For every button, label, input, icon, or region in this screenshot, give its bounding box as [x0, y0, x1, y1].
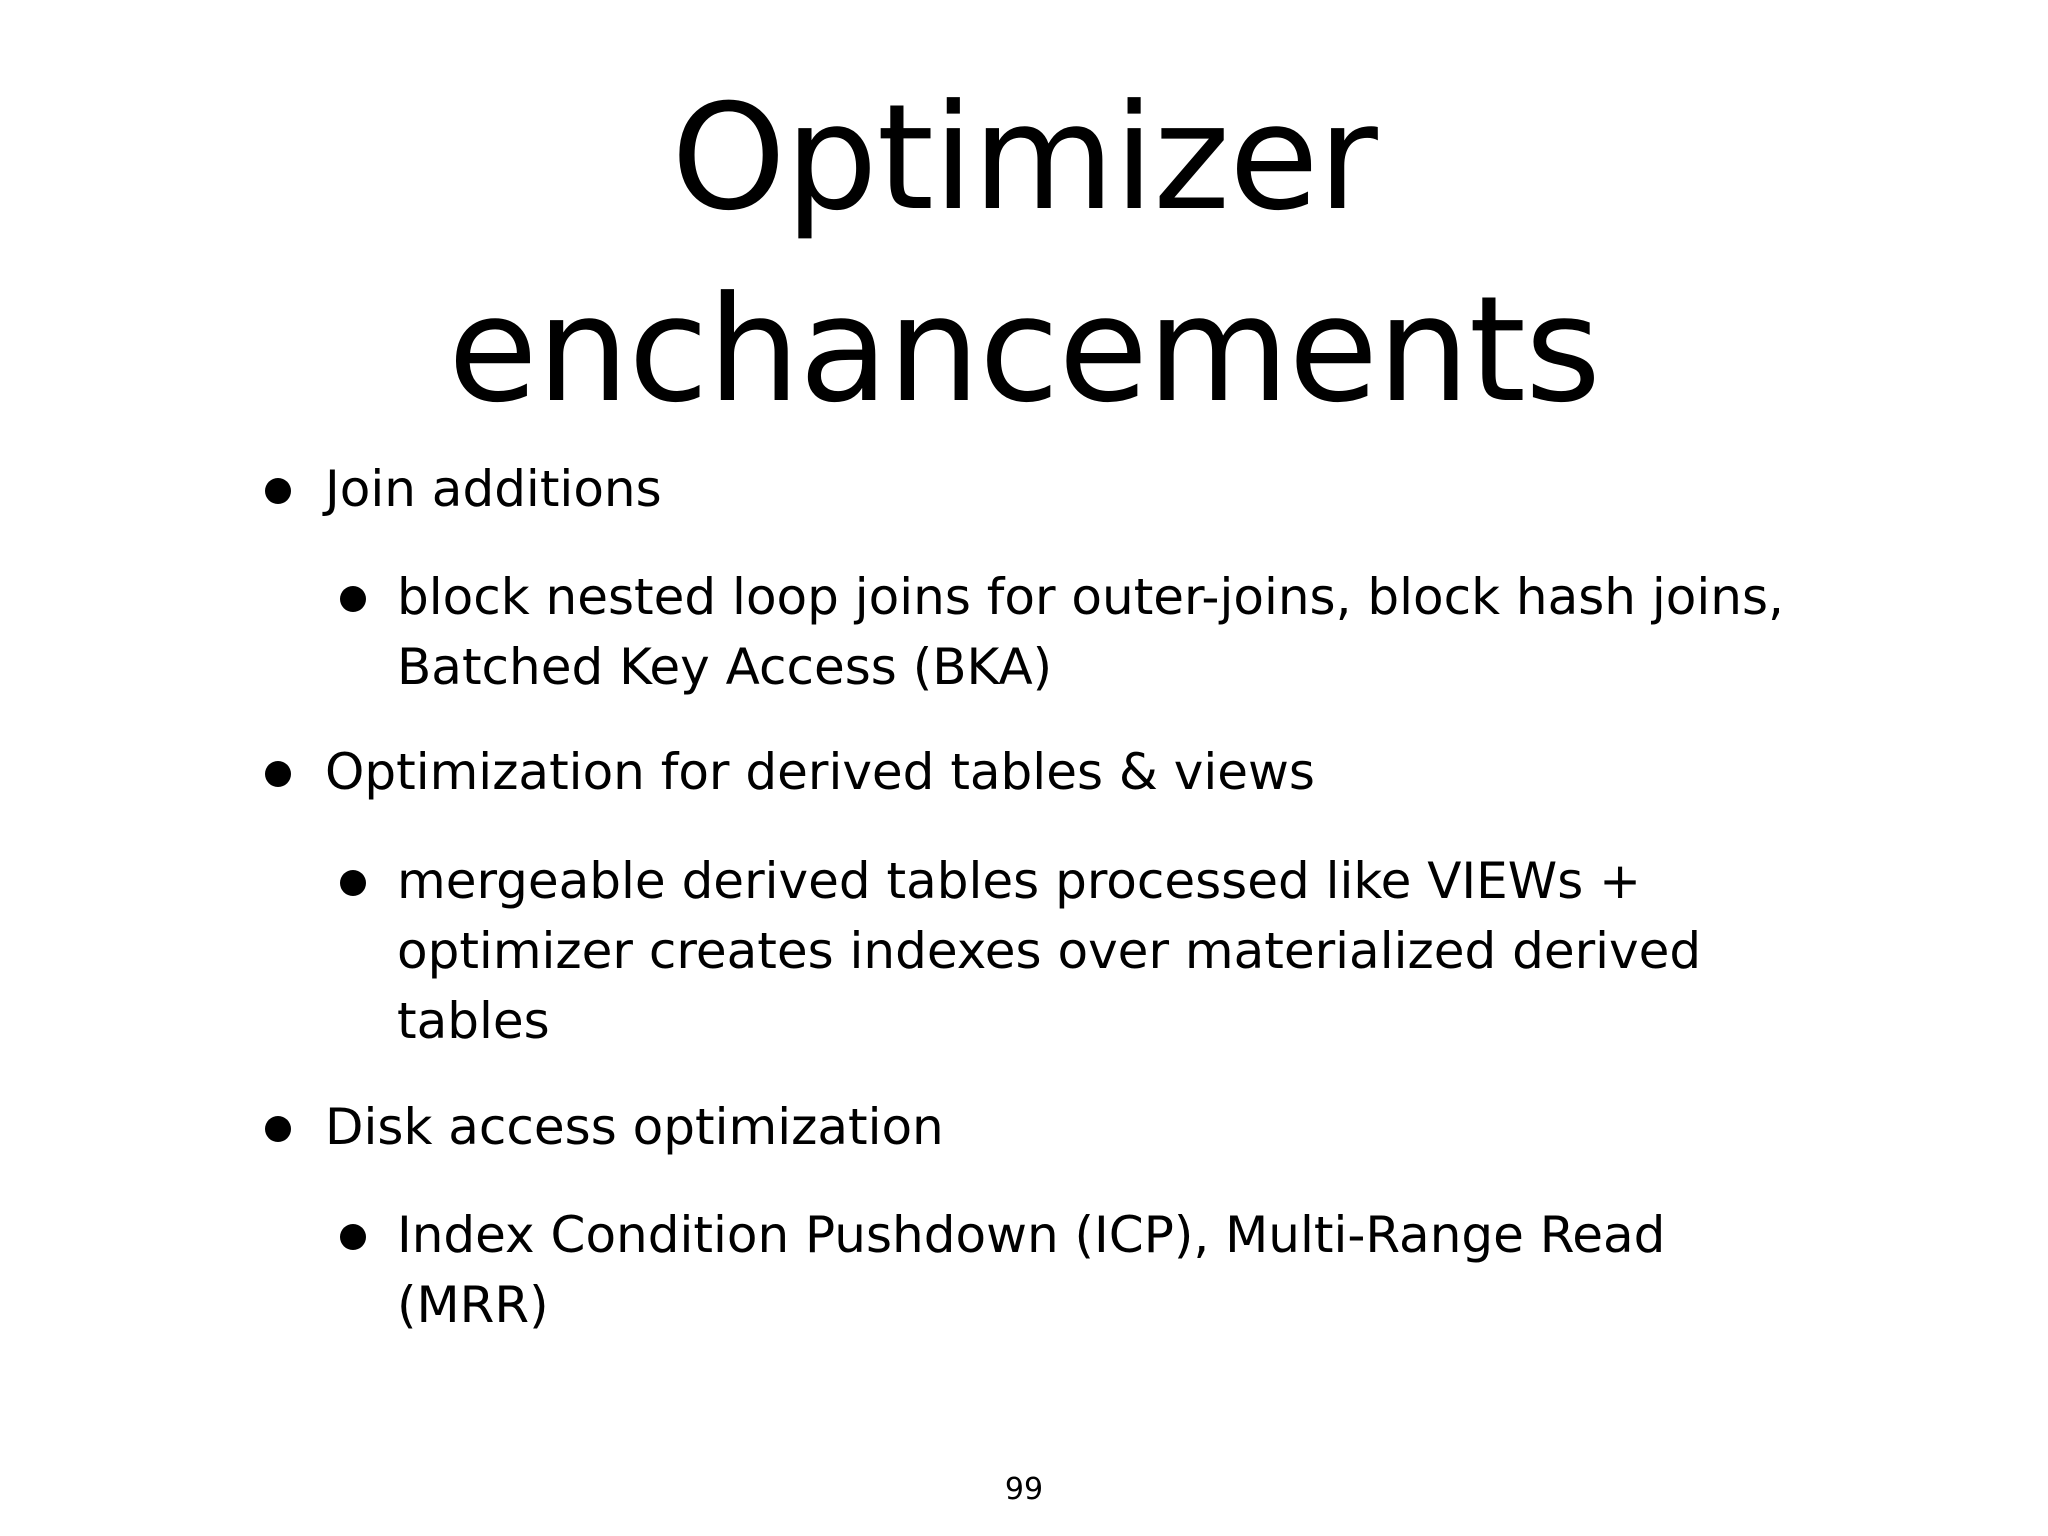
sub-bullet-mergeable-derived — [397, 846, 1701, 1056]
sub-bullet-join-types — [397, 562, 1784, 702]
bullet-dot — [340, 1224, 366, 1250]
bullet-text-line: Index Condition Pushdown (ICP), Multi-Range Read — [397, 1206, 1666, 1264]
bullet-dot — [265, 761, 291, 787]
bullet-text-line: tables — [397, 992, 550, 1050]
slide-title-line-1: Optimizer — [671, 73, 1377, 243]
bullet-disk-access — [325, 1092, 944, 1162]
sub-bullet-icp-mrr — [397, 1200, 1665, 1340]
bullet-text: Optimization for derived tables & views — [325, 743, 1315, 801]
bullet-text: Disk access optimization — [325, 1098, 944, 1156]
bullet-dot — [340, 870, 366, 896]
bullet-dot — [265, 1116, 291, 1142]
bullet-text-line: mergeable derived tables processed like VIEWs + — [397, 852, 1642, 910]
bullet-text-line: block nested loop joins for outer-joins, block hash joins, — [397, 568, 1784, 626]
bullet-text-line: optimizer creates indexes over materialized derived — [397, 922, 1702, 980]
bullet-text: Join additions — [325, 460, 662, 518]
bullet-derived-tables — [325, 737, 1315, 807]
bullet-dot — [265, 478, 291, 504]
bullet-dot — [340, 586, 366, 612]
bullet-join-additions — [325, 454, 662, 524]
page-number: 99 — [1004, 1472, 1044, 1507]
bullet-text-line: (MRR) — [397, 1276, 549, 1334]
slide-title-line-2: enchancements — [447, 265, 1601, 435]
bullet-text-line: Batched Key Access (BKA) — [397, 638, 1053, 696]
